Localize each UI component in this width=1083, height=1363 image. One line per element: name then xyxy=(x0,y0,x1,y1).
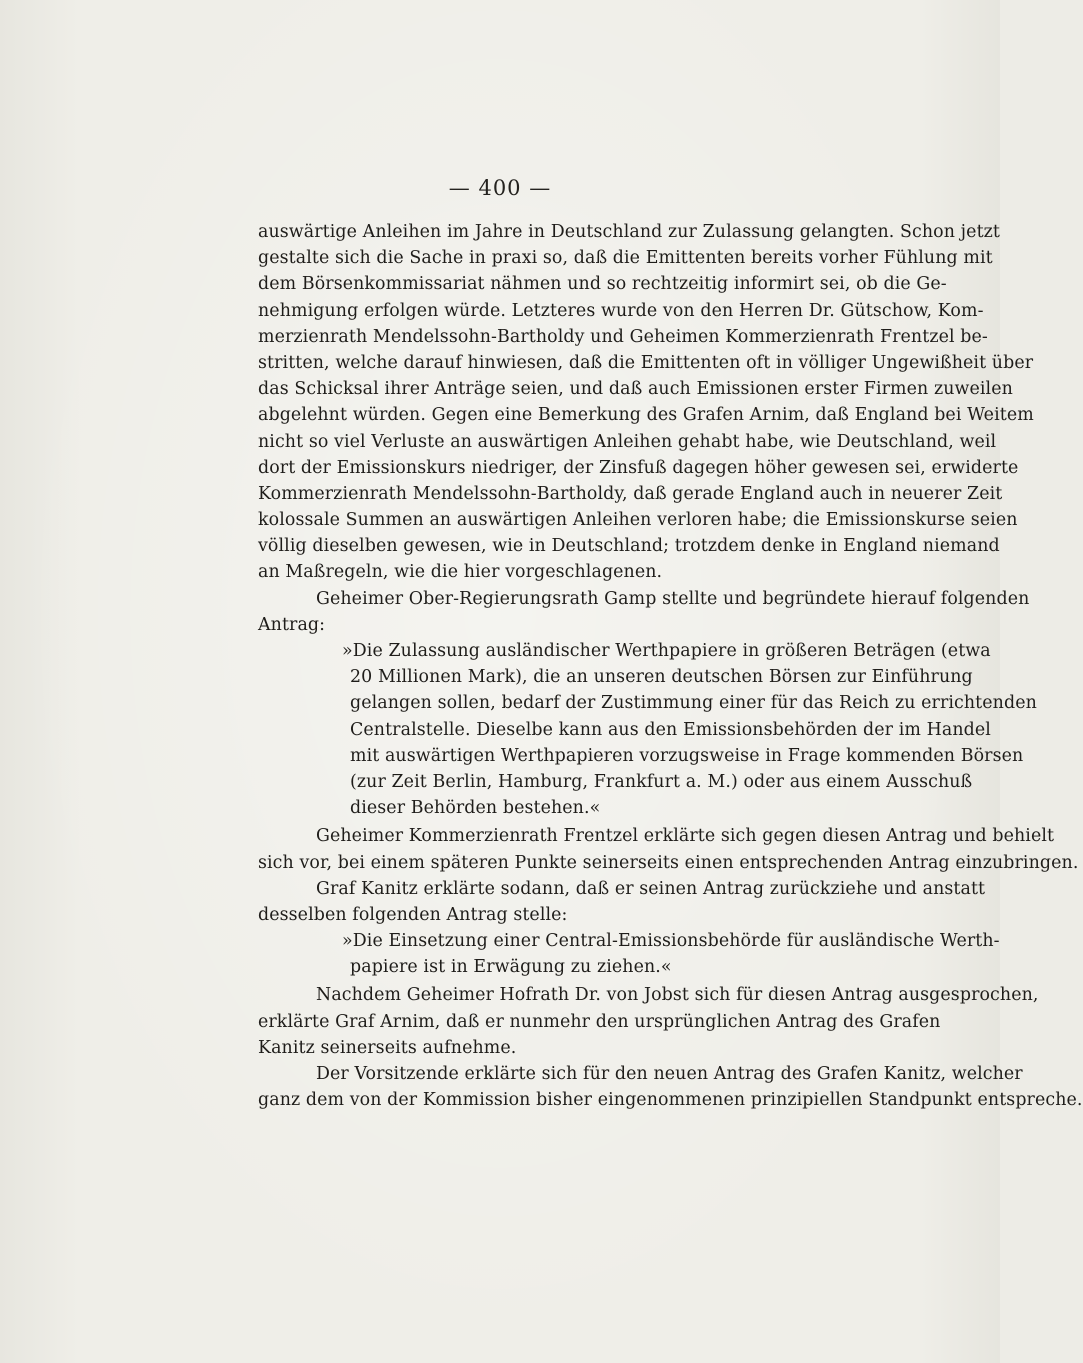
text-line: Der Vorsitzende erklärte sich für den neuen Antrag des Grafen Kanitz, welcher xyxy=(316,1064,1023,1084)
text-line: an Maßregeln, wie die hier vorgeschlagenen. xyxy=(258,562,663,583)
quote-line: papiere ist in Erwägung zu ziehen.« xyxy=(350,957,672,978)
text-line: abgelehnt würden. Gegen eine Bemerkung des Grafen Arnim, daß England bei Weitem xyxy=(258,405,1034,426)
text-line: Geheimer Kommerzienrath Frentzel erklärte sich gegen diesen Antrag und behielt xyxy=(316,826,1055,847)
quote-line: gelangen sollen, bedarf der Zustimmung einer für das Reich zu errichtenden xyxy=(350,693,1037,714)
page-number: — 400 — xyxy=(448,176,552,200)
text-line: Kanitz seinerseits aufnehme. xyxy=(258,1037,517,1058)
text-line: kolossale Summen an auswärtigen Anleihen verloren habe; die Emissionskurse seien xyxy=(258,510,1018,531)
text-line: das Schicksal ihrer Anträge seien, und daß auch Emissionen erster Firmen zuweilen xyxy=(258,379,1013,400)
text-line: stritten, welche darauf hinwiesen, daß die Emittenten oft in völliger Ungewißheit über xyxy=(258,352,1034,373)
text-line: gestalte sich die Sache in praxi so, daß die Emittenten bereits vorher Fühlung mit xyxy=(258,248,993,269)
quote-line: Centralstelle. Dieselbe kann aus den Emissionsbehörden der im Handel xyxy=(350,719,991,740)
body-text xyxy=(258,219,1083,1113)
text-line: sich vor, bei einem späteren Punkte seinerseits einen entsprechenden Antrag einzubringen. xyxy=(258,852,1079,873)
text-line: nicht so viel Verluste an auswärtigen Anleihen gehabt habe, wie Deutschland, weil xyxy=(258,431,997,452)
text-line: merzienrath Mendelssohn-Bartholdy und Geheimen Kommerzienrath Frentzel be- xyxy=(258,326,988,347)
text-line: dort der Emissionskurs niedriger, der Zinsfuß dagegen höher gewesen sei, erwiderte xyxy=(258,457,1019,478)
text-line: Graf Kanitz erklärte sodann, daß er seinen Antrag zurückziehe und anstatt xyxy=(316,878,986,899)
quote-line: 20 Millionen Mark), die an unseren deutschen Börsen zur Einführung xyxy=(350,667,973,688)
quote-line: »Die Einsetzung einer Central-Emissionsbehörde für ausländische Werth- xyxy=(342,931,1000,952)
quote-line: dieser Behörden bestehen.« xyxy=(350,798,601,819)
text-line: auswärtige Anleihen im Jahre in Deutschland zur Zulassung gelangten. Schon jetzt xyxy=(258,222,1001,242)
quote-line: »Die Zulassung ausländischer Werthpapiere in größeren Beträgen (etwa xyxy=(342,641,991,661)
text-line: ganz dem von der Kommission bisher eingenommenen prinzipiellen Standpunkt entspreche. xyxy=(258,1090,1083,1111)
text-line: Kommerzienrath Mendelssohn-Bartholdy, daß gerade England auch in neuerer Zeit xyxy=(258,483,1003,504)
text-line: dem Börsenkommissariat nähmen und so rechtzeitig informirt sei, ob die Ge- xyxy=(258,274,947,295)
text-line: nehmigung erfolgen würde. Letzteres wurde von den Herren Dr. Gütschow, Kom- xyxy=(258,300,984,321)
text-line: Geheimer Ober-Regierungsrath Gamp stellte und begründete hierauf folgenden xyxy=(316,588,1030,609)
text-line: Nachdem Geheimer Hofrath Dr. von Jobst sich für diesen Antrag ausgesprochen, xyxy=(316,985,1039,1006)
text-line: erklärte Graf Arnim, daß er nunmehr den ursprünglichen Antrag des Grafen xyxy=(258,1011,941,1032)
text-line: desselben folgenden Antrag stelle: xyxy=(258,904,568,925)
text-line: Antrag: xyxy=(258,614,326,635)
quote-line: (zur Zeit Berlin, Hamburg, Frankfurt a. M.) oder aus einem Ausschuß xyxy=(350,771,973,792)
quote-line: mit auswärtigen Werthpapieren vorzugsweise in Frage kommenden Börsen xyxy=(350,745,1024,766)
text-line: völlig dieselben gewesen, wie in Deutschland; trotzdem denke in England niemand xyxy=(258,536,1000,557)
